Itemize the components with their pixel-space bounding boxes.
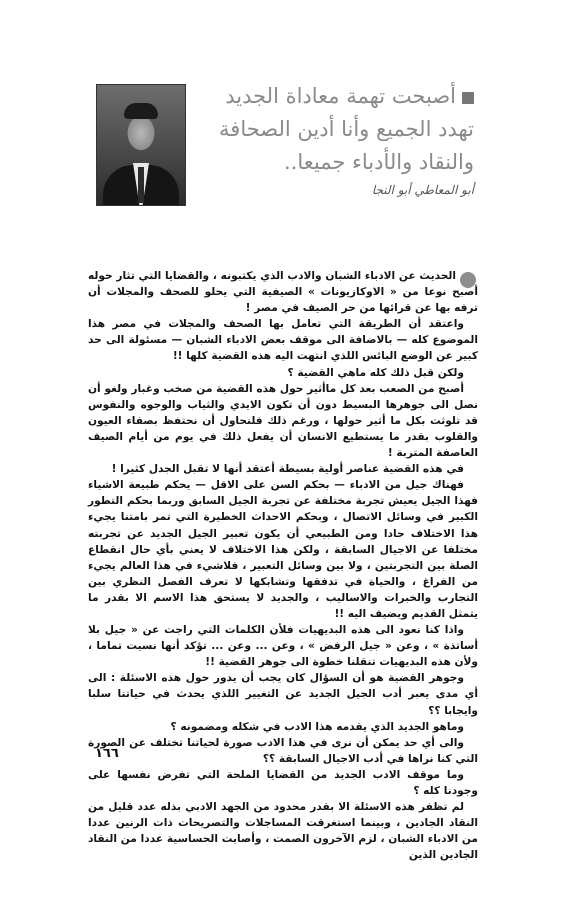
paragraph: واذا كنا نعود الى هذه البديهيات فلأن الكلمات التي راجت عن « جيل بلا أساتذة » ، وعن « جيل الرفض » ، وعن ... وعن ... تؤكد أنها نسيت تماما ، ولأن هذه البديهيات تنقلنا خطوة الى جوهر القضية !! [88, 624, 478, 669]
paragraph: أصبح من الصعب بعد كل ماأثير حول هذه القضية من صخب وغبار ولغو أن نصل الى جوهرها البسيط دون أن تكون الايدي والثياب والوجوه والنفوس قد تلوثت بكل ما أثير حولها ، ورغم ذلك فلنحاول أن نحتفظ بصفاء العيون والقلوب بقدر ما يستطيع الانسان أن يفعل ذلك في يوم من أيام الصيف العاصفة المتربة ! [88, 382, 478, 460]
paragraph: ولكن قبل ذلك كله ماهي القضية ؟ [287, 366, 464, 379]
paragraph: وما موقف الادب الجديد من القضايا الملحة التي تفرض نفسها على وجودنا كله ؟ [88, 768, 478, 797]
paragraph: والى أي حد يمكن أن نرى في هذا الادب صورة لحياتنا تختلف عن الصورة التي كنا نراها في أدب الاجيال السابقة ؟؟ [88, 736, 478, 765]
paragraph: الحديث عن الادباء الشبان والادب الذي يكتبونه ، والقضايا التي تثار حوله أصبح نوعا من « الاوكازيونات » الصيفية التي يحلو للصحف والمجلات أن ترفه بها عن قرائها من حر الصيف في مصر ! [88, 270, 478, 315]
author-photo [96, 84, 186, 206]
paragraph: في هذه القضية عناصر أولية بسيطة أعتقد أنها لا تقبل الجدل كثيرا ! [111, 463, 464, 476]
article-body [88, 268, 478, 863]
headline-line-3: والنقاد والأدباء جميعا.. [283, 150, 474, 174]
headline-line-2: تهدد الجميع وأنا أدين الصحافة [219, 117, 474, 141]
page-number: ١٦٦ [95, 746, 119, 761]
author-byline: أبو المعاطي أبو النجا [371, 183, 474, 197]
headline [196, 80, 474, 179]
headline-line-1: أصبحت تهمة معاداة الجديد [196, 80, 474, 113]
paragraph: وجوهر القضية هو أن السؤال كان يجب أن يدور حول هذه الاسئلة : الى أي مدى يعبر أدب الجيل الجديد عن التغيير اللذي يحدث في حياتنا سلبا وايجابا ؟؟ [88, 672, 478, 717]
paragraph: واعتقد أن الطريقة التي تعامل بها الصحف والمجلات في مصر هذا الموضوع كله — بالاضافة الى موقف بعض الادباء الشبان — مسئولة الى حد كبير عن الوضع البائس اللذي انتهت اليه هذه القضية كلها !! [88, 318, 478, 363]
square-bullet-icon [462, 92, 474, 104]
paragraph: وماهو الجديد الذي يقدمه هذا الادب في شكله ومضمونه ؟ [170, 720, 464, 733]
paragraph: لم تظفر هذه الاسئلة الا بقدر محدود من الجهد الادبي بذله عدد قليل من النقاد الجادين ، وبينما استغرقت المساجلات والتصريحات ذات الرنين عددا من الادباء الشبان ، لزم الآخرون الصمت ، وأصابت الحساسية عددا من النقاد الجادين الذين [88, 801, 478, 862]
paragraph: فهناك جيل من الادباء — بحكم السن على الاقل — يحكم طبيعة الاشياء فهذا الجيل يعيش تجربة مختلفة عن تجربة الجيل السابق وربما بحكم التطور الكبير في وسائل الاتصال ، وبحكم الاحداث الخطيرة التي تمر بامتنا يجيء هذا الاختلاف حادا ومن الطبيعي أن يكون تعبير الجيل الجديد عن تجربته مختلفا عن الاجيال السابقة ، ولكن هذا الاختلاف لا يعني بأي حال انقطاع الصلة بين التجربتين ، ولا بين وسائل التعبير ، فلاشيء في هذا العالم يجيء من الفراغ ، والحياة في تدفقها وتشابكها لا تعرف الفصل النظري بين التجارب والخبرات والاساليب ، والجديد لا يستحق هذا الاسم الا بقدر ما يتمثل القديم ويضيف اليه !! [88, 479, 478, 620]
